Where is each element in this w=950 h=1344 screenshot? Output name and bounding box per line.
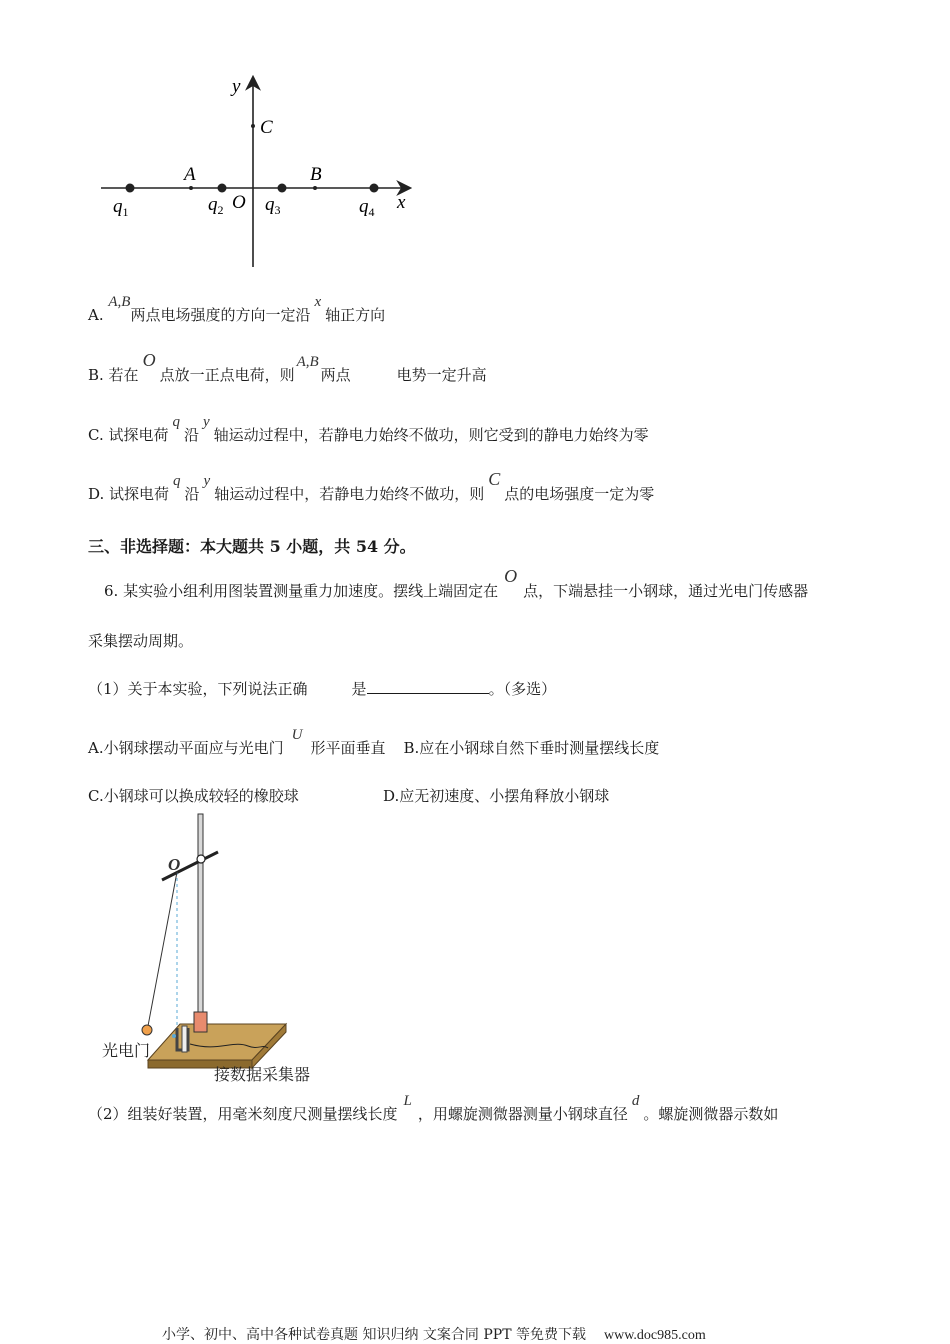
q6-part2-var-d: d — [631, 1093, 640, 1109]
q2-label: $q_2$ — [208, 194, 224, 217]
point-a-label: A — [184, 164, 196, 185]
stand-rod — [198, 814, 203, 1024]
origin-label: O — [232, 192, 246, 213]
option-c-var2: y — [203, 414, 210, 430]
q4-charge — [370, 184, 379, 193]
q6-part1-text-c: 。（多选） — [488, 680, 557, 698]
pendulum-apparatus-figure — [98, 812, 338, 1090]
option-d — [88, 469, 655, 504]
x-axis-label: x — [397, 192, 406, 213]
rod-base-block — [194, 1012, 207, 1032]
q6-part1-text-b: 是 — [351, 680, 367, 698]
q6-line1-text-b: 点，下端悬挂一小钢球，通过光电门传感器 — [523, 582, 809, 600]
q6-line2: 采集摆动周期。 — [88, 632, 194, 650]
q6-choice-a-var: U — [291, 727, 303, 743]
q3-charge — [278, 184, 287, 193]
option-c-var1: q — [172, 414, 180, 430]
q6-part2-text-b: ，用螺旋测微器测量小钢球直径 — [417, 1105, 628, 1123]
q6-choice-a-text-a: A.小钢球摆动平面应与光电门 — [88, 739, 284, 757]
option-c-text2: 轴运动过程中，若静电力始终不做功，则它受到的静电力始终为零 — [213, 426, 649, 444]
option-b-text1: 点放一正点电荷，则 — [159, 366, 295, 384]
option-b-text3: 电势一定升高 — [396, 366, 487, 384]
point-b-label: B — [310, 164, 322, 185]
option-c — [88, 414, 649, 445]
option-b-prefix: B. 若在 — [88, 366, 139, 384]
q6-line1 — [104, 566, 809, 601]
option-a-prefix: A. — [88, 306, 104, 324]
option-d-text1: 沿 — [184, 485, 200, 503]
photogate-sensor — [172, 1034, 176, 1038]
point-b-dot — [313, 186, 317, 190]
y-axis-label: y — [232, 76, 241, 97]
q6-line1-var: O — [504, 566, 518, 586]
pendulum-string — [148, 872, 177, 1026]
option-d-text2: 轴运动过程中，若静电力始终不做功，则 — [214, 485, 485, 503]
option-c-text1: 沿 — [183, 426, 199, 444]
option-d-var2: y — [203, 473, 211, 489]
steel-ball — [142, 1025, 152, 1035]
option-a — [88, 294, 386, 325]
q6-part1-text-a: （1）关于本实验，下列说法正确 — [88, 680, 308, 698]
q4-label: $q_4$ — [359, 196, 375, 219]
q6-choice-c: C.小钢球可以换成较轻的橡胶球 — [88, 787, 299, 805]
option-b-text2: 两点 — [320, 366, 351, 384]
q2-charge — [218, 184, 227, 193]
option-d-prefix: D. 试探电荷 — [88, 485, 170, 503]
option-d-var3: C — [488, 469, 501, 489]
answer-blank[interactable] — [367, 679, 489, 694]
option-b-var2: A,B — [296, 354, 319, 370]
q6-line1-text-a: 6. 某实验小组利用图装置测量重力加速度。摆线上端固定在 — [104, 582, 499, 600]
q1-charge — [126, 184, 135, 193]
q6-choice-d: D.应无初速度、小摆角释放小钢球 — [383, 787, 610, 805]
collector-label: 接数据采集器 — [214, 1067, 311, 1084]
photogate-post — [182, 1026, 187, 1052]
q6-part2-text-c: 。螺旋测微器示数如 — [643, 1105, 779, 1123]
q6-part2 — [88, 1093, 779, 1124]
option-d-var1: q — [173, 473, 181, 489]
option-b — [88, 350, 487, 385]
option-b-var1: O — [142, 350, 156, 370]
page-footer — [162, 1324, 706, 1344]
q6-choices-row1 — [88, 727, 660, 758]
point-a-dot — [189, 186, 193, 190]
option-a-text2: 轴正方向 — [325, 306, 386, 324]
point-c-label: C — [260, 117, 273, 138]
section-heading: 三、非选择题：本大题共 5 小题，共 54 分。 — [88, 537, 416, 556]
q6-choice-a-text-b: 形平面垂直 — [310, 739, 386, 757]
q3-label: $q_3$ — [265, 194, 281, 217]
footer-text: 小学、初中、高中各种试卷真题 知识归纳 文案合同 PPT 等免费下载 — [162, 1327, 586, 1343]
point-c-dot — [251, 124, 255, 128]
option-d-text3: 点的电场强度一定为零 — [504, 485, 655, 503]
charge-axis-figure — [95, 70, 425, 275]
q6-part2-var-l: L — [403, 1093, 412, 1109]
q6-part2-text-a: （2）组装好装置，用毫米刻度尺测量摆线长度 — [88, 1105, 398, 1123]
photogate-label: 光电门 — [102, 1043, 151, 1060]
q6-choice-b: B.应在小钢球自然下垂时测量摆线长度 — [403, 739, 660, 757]
option-a-var2: x — [314, 294, 322, 310]
option-a-text1: 两点电场强度的方向一定沿 — [130, 306, 311, 324]
option-c-prefix: C. 试探电荷 — [88, 426, 169, 444]
option-a-var1: A,B — [108, 294, 131, 310]
q1-label: $q_1$ — [113, 196, 129, 219]
pivot-label: O — [168, 855, 181, 874]
q6-part1 — [88, 678, 556, 699]
crossbar-clamp — [197, 855, 205, 863]
footer-site-link[interactable]: www.doc985.com — [603, 1328, 706, 1343]
